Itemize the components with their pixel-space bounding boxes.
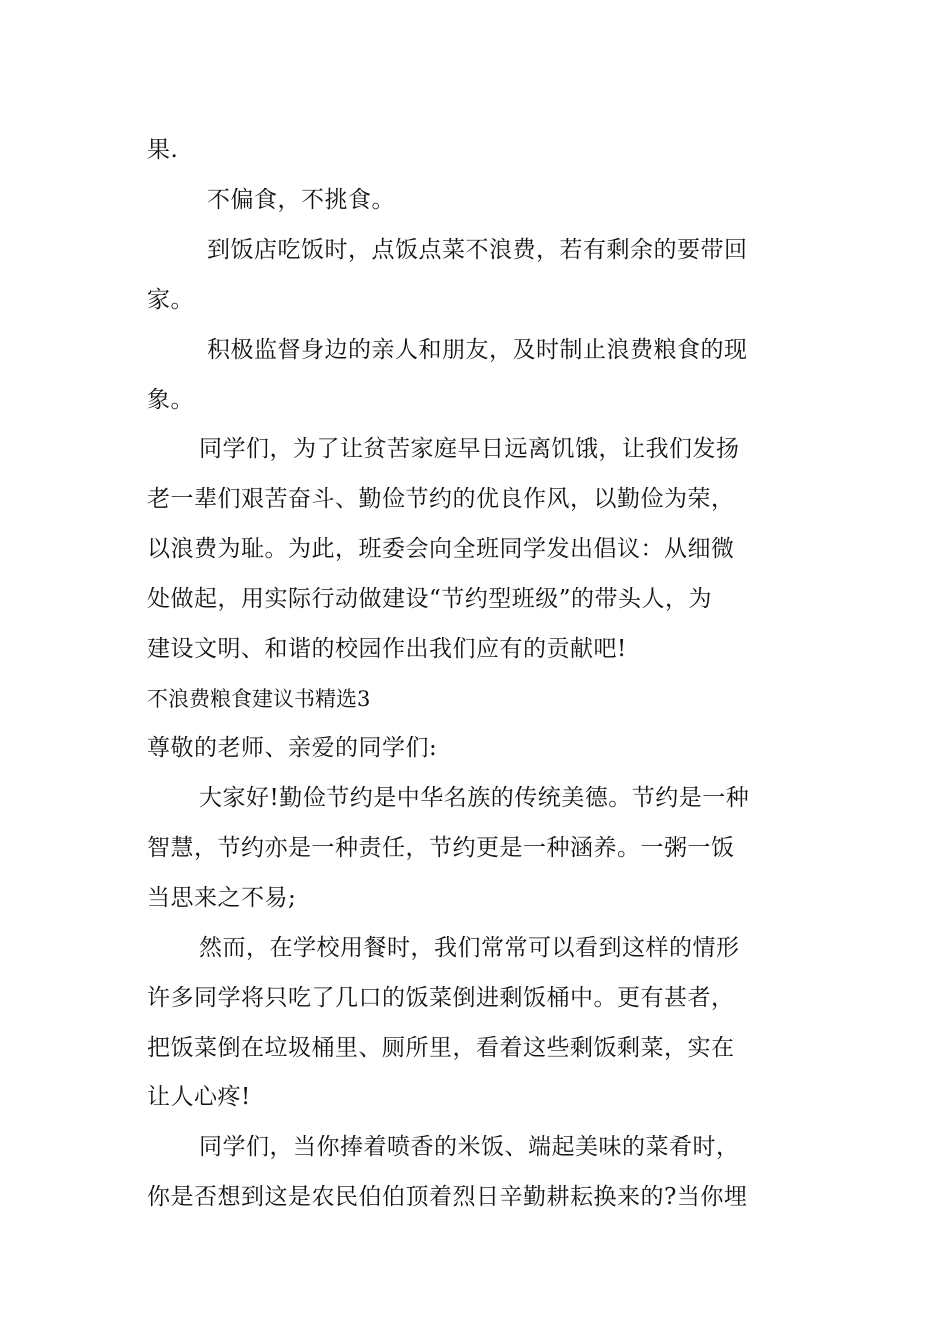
text-line: 不偏食，不挑食。	[207, 187, 395, 213]
text-line: 象。	[147, 387, 194, 413]
text-line: 同学们，为了让贫苦家庭早日远离饥饿，让我们发扬	[199, 436, 740, 462]
text-line: 把饭菜倒在垃圾桶里、厕所里，看着这些剩饭剩菜，实在	[147, 1035, 735, 1061]
text-line: 建设文明、和谐的校园作出我们应有的贡献吧!	[147, 636, 627, 662]
text-line: 以浪费为耻。为此，班委会向全班同学发出倡议：从细微	[147, 536, 735, 562]
text-line: 果.	[147, 137, 179, 163]
text-line: 同学们，当你捧着喷香的米饭、端起美味的菜肴时，	[199, 1134, 740, 1160]
text-line: 智慧，节约亦是一种责任，节约更是一种涵养。一粥一饭	[147, 835, 735, 861]
section-title: 不浪费粮食建议书精选3	[147, 687, 371, 711]
text-line: 家。	[147, 287, 194, 313]
text-line: 许多同学将只吃了几口的饭菜倒进剩饭桶中。更有甚者，	[147, 985, 735, 1011]
text-line: 你是否想到这是农民伯伯顶着烈日辛勤耕耘换来的?当你埋	[147, 1184, 748, 1210]
text-line: 当思来之不易;	[147, 885, 297, 911]
text-line: 然而，在学校用餐时，我们常常可以看到这样的情形	[199, 935, 740, 961]
text-line: 老一辈们艰苦奋斗、勤俭节约的优良作风，以勤俭为荣，	[147, 486, 735, 512]
text-line: 处做起，用实际行动做建设“节约型班级”的带头人，为	[147, 586, 713, 612]
text-line: 让人心疼!	[147, 1084, 251, 1110]
salutation: 尊敬的老师、亲爱的同学们:	[147, 735, 438, 761]
text-line: 积极监督身边的亲人和朋友，及时制止浪费粮食的现	[207, 337, 748, 363]
text-line: 到饭店吃饭时，点饭点菜不浪费，若有剩余的要带回	[207, 237, 748, 263]
text-line: 大家好!勤俭节约是中华名族的传统美德。节约是一种	[199, 785, 750, 811]
